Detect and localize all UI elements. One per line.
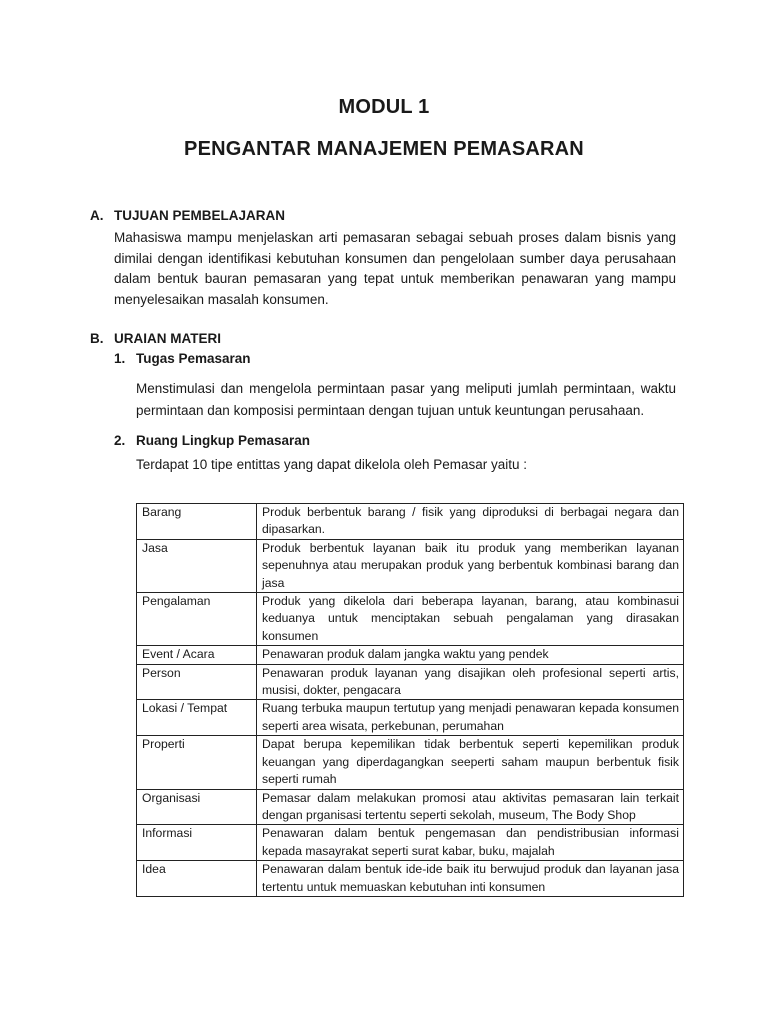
section-a-title: TUJUAN PEMBELAJARAN <box>114 208 286 223</box>
subsection-1-heading <box>114 351 251 366</box>
table-row <box>137 789 684 825</box>
subsection-2-heading <box>114 433 310 448</box>
subsection-1-number: 1. <box>114 351 126 366</box>
section-a-heading <box>90 208 285 223</box>
module-subtitle: PENGANTAR MANAJEMEN PEMASARAN <box>184 138 584 160</box>
section-b-letter: B. <box>90 331 104 346</box>
table-row <box>137 861 684 897</box>
entity-name-cell: Barang <box>137 504 257 540</box>
section-a-paragraph: Mahasiswa mampu menjelaskan arti pemasaran sebagai sebuah proses dalam bisnis yang dimilai dengan identifikasi kebutuhan konsumen dan pengelolaan sumber daya perusahaan dalam bentuk bauran pemasaran yang tepat untuk memberikan penawaran yang mampu menyelesaikan masalah konsumen. <box>114 230 676 307</box>
entity-desc-cell: Produk berbentuk barang / fisik yang diproduksi di berbagai negara dan dipasarkan. <box>257 504 684 540</box>
subsection-2-title: Ruang Lingkup Pemasaran <box>136 433 311 448</box>
section-a-letter: A. <box>90 208 104 223</box>
table-row <box>137 736 684 789</box>
subsection-1-paragraph: Menstimulasi dan mengelola permintaan pasar yang meliputi jumlah permintaan, waktu permintaan dan komposisi permintaan dengan tujuan untuk keuntungan perusahaan. <box>136 381 676 418</box>
entity-desc-cell: Penawaran dalam bentuk ide-ide baik itu berwujud produk dan layanan jasa tertentu untuk memuaskan kebutuhan inti konsumen <box>257 861 684 897</box>
table-row <box>137 593 684 646</box>
entity-desc-cell: Pemasar dalam melakukan promosi atau aktivitas pemasaran lain terkait dengan prganisasi tertentu seperti sekolah, museum, The Body Shop <box>257 789 684 825</box>
entity-desc-cell: Penawaran dalam bentuk pengemasan dan pendistribusian informasi kepada masayrakat seperti surat kabar, buku, majalah <box>257 825 684 861</box>
table-row <box>137 664 684 700</box>
table-row <box>137 646 684 664</box>
entity-desc-cell: Ruang terbuka maupun tertutup yang menjadi penawaran kepada konsumen seperti area wisata, perkebunan, perumahan <box>257 700 684 736</box>
entity-name-cell: Lokasi / Tempat <box>137 700 257 736</box>
entity-name-cell: Idea <box>137 861 257 897</box>
module-title: MODUL 1 <box>338 96 430 118</box>
entity-desc-cell: Penawaran produk layanan yang disajikan oleh profesional seperti artis, musisi, dokter, pengacara <box>257 664 684 700</box>
table-row <box>137 504 684 540</box>
subsection-2-paragraph: Terdapat 10 tipe entittas yang dapat dikelola oleh Pemasar yaitu : <box>136 457 527 472</box>
entity-name-cell: Pengalaman <box>137 593 257 646</box>
entity-table <box>136 503 684 897</box>
subsection-2-number: 2. <box>114 433 126 448</box>
entity-desc-cell: Produk yang dikelola dari beberapa layanan, barang, atau kombinasui keduanya untuk menciptakan sebuah pengalaman yang dirasakan konsumen <box>257 593 684 646</box>
table-row <box>137 539 684 592</box>
entity-desc-cell: Produk berbentuk layanan baik itu produk yang memberikan layanan sepenuhnya atau merupakan produk yang berbentuk kombinasi barang dan jasa <box>257 539 684 592</box>
entity-name-cell: Properti <box>137 736 257 789</box>
entity-name-cell: Event / Acara <box>137 646 257 664</box>
section-b-heading <box>90 331 221 346</box>
entity-desc-cell: Penawaran produk dalam jangka waktu yang pendek <box>257 646 684 664</box>
entity-name-cell: Jasa <box>137 539 257 592</box>
entity-name-cell: Person <box>137 664 257 700</box>
subsection-1-title: Tugas Pemasaran <box>136 351 251 366</box>
table-row <box>137 700 684 736</box>
section-b-title: URAIAN MATERI <box>114 331 221 346</box>
entity-name-cell: Informasi <box>137 825 257 861</box>
entity-desc-cell: Dapat berupa kepemilikan tidak berbentuk seperti kepemilikan produk keuangan yang diperdagangkan seeperti saham maupun berbentuk fisik seperti rumah <box>257 736 684 789</box>
entity-name-cell: Organisasi <box>137 789 257 825</box>
table-row <box>137 825 684 861</box>
